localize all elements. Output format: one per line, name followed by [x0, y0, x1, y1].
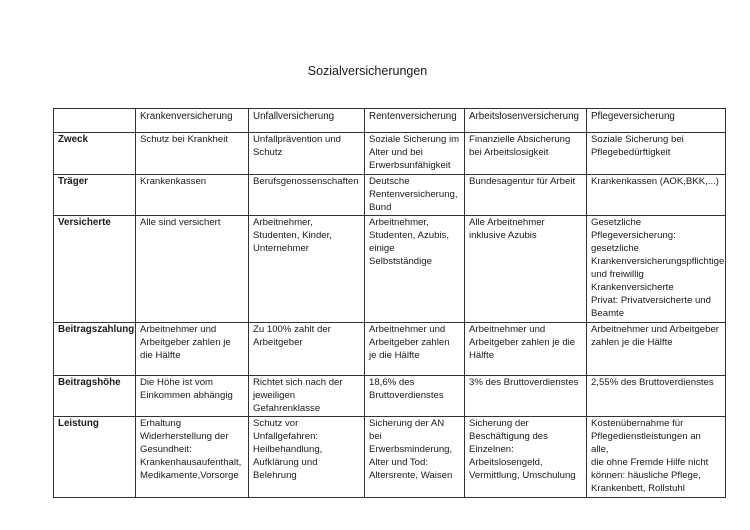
- table-cell: Erhaltung Widerherstellung der Gesundheit: Krankenhausaufenthalt, Medikamente,Vorsorge: [136, 417, 249, 497]
- row-header: Versicherte: [54, 216, 136, 322]
- table-cell: Alle Arbeitnehmer inklusive Azubis: [465, 216, 587, 322]
- table-row: [54, 322, 726, 375]
- table-cell: Soziale Sicherung im Alter und bei Erwerbsunfähigkeit: [365, 133, 465, 175]
- table-cell: Deutsche Rentenversicherung, Bund: [365, 174, 465, 216]
- table-cell: Schutz bei Krankheit: [136, 133, 249, 175]
- table-cell: Alle sind versichert: [136, 216, 249, 322]
- table-cell: Kostenübernahme für Pflegedienstleistungen an alle, die ohne Fremde Hilfe nicht können: häusliche Pflege, Krankenbett, Rollstuhl: [587, 417, 726, 497]
- table-cell: Arbeitnehmer und Arbeitgeber zahlen je die Hälfte: [365, 322, 465, 375]
- table-cell: Unfallprävention und Schutz: [249, 133, 365, 175]
- table-cell: Richtet sich nach der jeweiligen Gefahrenklasse: [249, 375, 365, 417]
- table-cell: Berufsgenossenschaften: [249, 174, 365, 216]
- table-cell: Arbeitnehmer, Studenten, Azubis, einige Selbstständige: [365, 216, 465, 322]
- column-header: Unfallversicherung: [249, 109, 365, 133]
- table-cell: Arbeitnehmer, Studenten, Kinder, Unternehmer: [249, 216, 365, 322]
- column-header: Rentenversicherung: [365, 109, 465, 133]
- table-row: [54, 375, 726, 417]
- table-row: [54, 174, 726, 216]
- column-header: Pflegeversicherung: [587, 109, 726, 133]
- table-cell: 18,6% des Bruttoverdienstes: [365, 375, 465, 417]
- column-header: Krankenversicherung: [136, 109, 249, 133]
- row-header: Leistung: [54, 417, 136, 497]
- insurance-table: [53, 108, 726, 498]
- table-cell: Krankenkassen (AOK,BKK,...): [587, 174, 726, 216]
- column-header: Arbeitslosenversicherung: [465, 109, 587, 133]
- page-title: Sozialversicherungen: [307, 64, 428, 78]
- table-cell: Bundesagentur für Arbeit: [465, 174, 587, 216]
- row-header: Beitragshöhe: [54, 375, 136, 417]
- table-cell: Arbeitnehmer und Arbeitgeber zahlen je die Hälfte: [587, 322, 726, 375]
- row-header: Zweck: [54, 133, 136, 175]
- table-cell: Sicherung der Beschäftigung des Einzelnen: Arbeitslosengeld, Vermittlung, Umschulung: [465, 417, 587, 497]
- table-cell: Soziale Sicherung bei Pflegebedürftigkeit: [587, 133, 726, 175]
- corner-cell: [54, 109, 136, 133]
- table-row: [54, 417, 726, 497]
- table-cell: Arbeitnehmer und Arbeitgeber zahlen je die Hälfte: [136, 322, 249, 375]
- table-cell: Sicherung der AN bei Erwerbsminderung, Alter und Tod: Altersrente, Waisen: [365, 417, 465, 497]
- header-row: [54, 109, 726, 133]
- row-header: Träger: [54, 174, 136, 216]
- table-cell: Schutz vor Unfallgefahren: Heilbehandlung, Aufklärung und Belehrung: [249, 417, 365, 497]
- table-cell: Krankenkassen: [136, 174, 249, 216]
- table-cell: Die Höhe ist vom Einkommen abhängig: [136, 375, 249, 417]
- table-row: [54, 133, 726, 175]
- table-cell: Gesetzliche Pflegeversicherung: gesetzliche Krankenversicherungspflichtige und freiwillig Krankenversicherte Privat: Privatversicherte und Beamte: [587, 216, 726, 322]
- table-cell: 3% des Bruttoverdienstes: [465, 375, 587, 417]
- table-cell: Arbeitnehmer und Arbeitgeber zahlen je die Hälfte: [465, 322, 587, 375]
- row-header: Beitragszahlung: [54, 322, 136, 375]
- table-row: [54, 216, 726, 322]
- table-cell: 2,55% des Bruttoverdienstes: [587, 375, 726, 417]
- table-cell: Zu 100% zahlt der Arbeitgeber: [249, 322, 365, 375]
- table-cell: Finanzielle Absicherung bei Arbeitslosigkeit: [465, 133, 587, 175]
